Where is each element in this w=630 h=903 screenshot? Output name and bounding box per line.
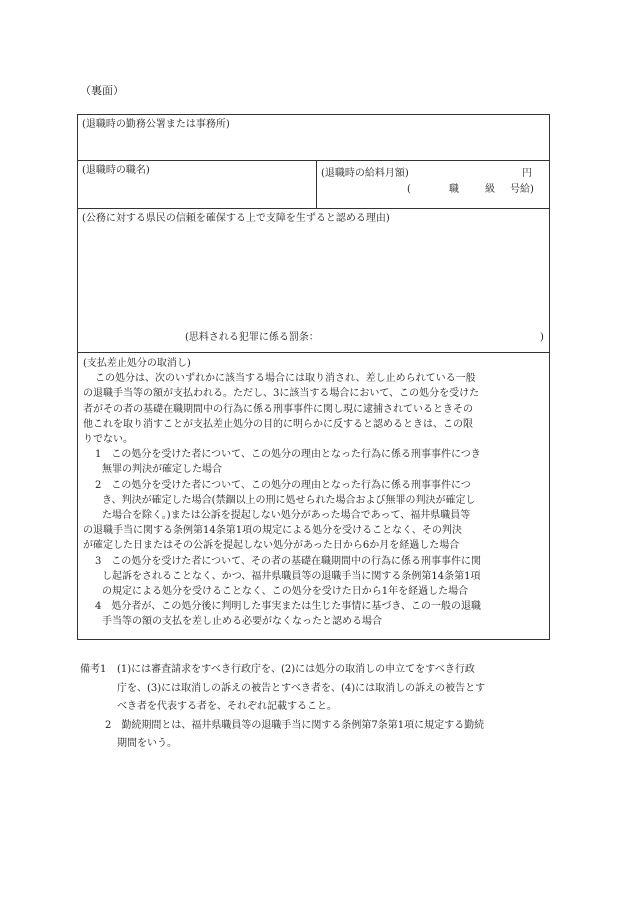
cancellation-row — [78, 353, 549, 639]
office-label: (退職時の勤務公署または事務所) — [82, 119, 230, 130]
cancel-intro-line: この処分は、次のいずれかに該当する場合には取り消され、差し止められている一般 — [95, 373, 476, 385]
cancel-item-2-cont: の退職手当に関する条例第14条第1項の規定による処分を受けることなく、その判決 — [83, 525, 462, 537]
note-2-line: 勤続期間とは、福井県職員等の退職手当に関する条例第7条第1項に規定する勤続 — [121, 719, 485, 731]
cancel-item-4-cont: 手当等の額の支払を差し止める必要がなくなったと認める場合 — [102, 616, 382, 628]
retirement-allowance-form — [77, 114, 550, 640]
salary-label: (退職時の給料月額) — [321, 168, 409, 179]
cancel-item-2-cont: が確定した日またはその公訴を提起しない処分があった日から6か月を経過した場合 — [83, 540, 460, 552]
note-2-line: 期間をいう。 — [117, 738, 177, 749]
penalty-close: ) — [540, 332, 544, 343]
notes-label: 備考1 — [80, 664, 107, 675]
cancel-item-1-cont: 無罪の判決が確定した場合 — [102, 464, 222, 476]
cancel-intro-line: 者がその者の基礎在職期間中の行為に係る刑事事件に関し現に逮捕されているときその — [83, 403, 473, 415]
note-2-number: 2 — [105, 719, 112, 731]
note-1-line: べき者を代表する者を、それぞれ記載すること。 — [117, 701, 337, 712]
reason-label: (公務に対する県民の信頼を確保する上で支障を生ずると認める理由) — [82, 213, 390, 224]
cancel-heading: (支払差止処分の取消し) — [83, 358, 191, 369]
item-text: この処分を受けた者について、その者の基礎在職期間中の行為に係る刑事事件に関 — [111, 555, 481, 567]
cancel-intro-line: りでない。 — [83, 434, 133, 446]
note-1-line: 庁を、(3)には取消しの訴えの被告とすべき者を、(4)には取消しの訴えの被告とす — [117, 682, 486, 694]
cancel-intro-line: の退職手当等の額が支払われる。ただし、3に該当する場合において、この処分を受けた — [83, 388, 480, 400]
cancel-item-3 — [78, 554, 549, 569]
position-salary-row — [78, 161, 549, 209]
item-number: 3 — [95, 555, 102, 567]
item-number: 4 — [95, 601, 102, 613]
salary-cell — [317, 161, 549, 208]
cancel-item-1 — [78, 447, 549, 462]
reason-row — [78, 209, 549, 353]
notes-section — [80, 661, 560, 754]
cancel-item-2-cont: た場合を除く。)または公訴を提起しない処分があった場合であって、福井県職員等 — [102, 510, 471, 522]
salary-unit: 円 — [522, 168, 532, 179]
cancel-item-3-cont: の規定による処分を受けることなく、この処分を受けた日から1年を経過した場合 — [102, 586, 469, 598]
item-text: この処分を受けた者について、この処分の理由となった行為に係る刑事事件につ — [111, 479, 471, 491]
cancel-item-4 — [78, 599, 549, 614]
position-cell — [78, 161, 317, 208]
cancel-item-2 — [78, 478, 549, 493]
note-2 — [80, 717, 560, 736]
grade-gokyu: 号給) — [510, 184, 534, 195]
cancel-intro-line: 他これを取り消すことが支払差止処分の目的に明らかに反すると認めるときは、この限 — [83, 418, 473, 430]
grade-open-paren: ( — [407, 184, 411, 195]
item-text: この処分を受けた者について、この処分の理由となった行為に係る刑事事件につき — [111, 449, 481, 461]
item-number: 1 — [95, 449, 102, 461]
grade-kyu: 級 — [485, 184, 495, 195]
penalty-label: (思料される犯罪に係る罰条： — [185, 332, 319, 343]
cancel-item-2-cont: き、判決が確定した場合(禁錮以上の刑に処せられた場合および無罪の判決が確定し — [102, 494, 476, 506]
cancel-item-3-cont: し起訴をされることなく、かつ、福井県職員等の退職手当に関する条例第14条第1項 — [102, 570, 481, 582]
item-text: 処分者が、この処分後に判明した事実または生じた事情に基づき、この一般の退職 — [111, 601, 481, 613]
item-number: 2 — [95, 479, 102, 491]
position-label: (退職時の職名) — [82, 165, 150, 176]
note-1-line: (1)には審査請求をすべき行政庁を、(2)には処分の取消しの申立てをすべき行政 — [117, 664, 475, 675]
page-label: （裏面） — [80, 84, 124, 97]
grade-shoku: 職 — [449, 184, 459, 195]
note-1 — [80, 661, 560, 680]
office-row — [78, 115, 549, 161]
